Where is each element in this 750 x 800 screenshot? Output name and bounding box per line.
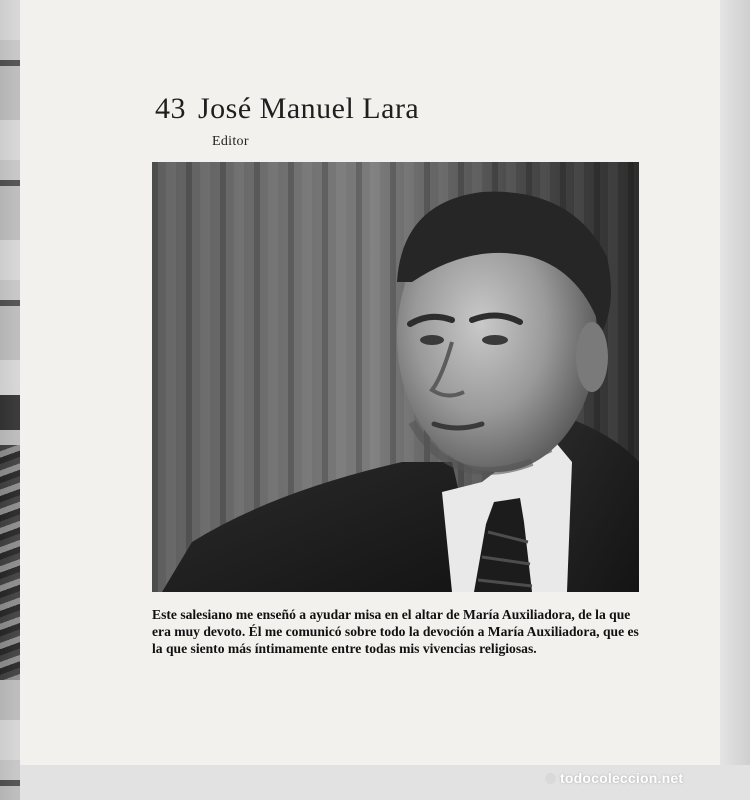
photo-caption: Este salesiano me enseñó a ayudar misa en el altar de María Auxiliadora, de la que era muy devoto. Él me comunicó sobre todo la devoción a María Auxiliadora, que es la que siento más íntimamente entre todas mis vivencias religiosas. <box>152 607 639 656</box>
ear <box>576 322 608 392</box>
adjacent-page-edge <box>0 0 20 800</box>
entry-heading <box>155 92 419 126</box>
portrait-illustration <box>152 162 639 592</box>
entry-number: 43 <box>155 92 186 125</box>
left-eye <box>420 335 444 345</box>
right-margin <box>720 0 750 800</box>
portrait-photo <box>152 162 639 592</box>
watermark <box>545 770 683 786</box>
watermark-logo-icon <box>545 773 556 784</box>
adjacent-page-dark-band <box>0 395 20 430</box>
person-role: Editor <box>212 134 249 149</box>
watermark-text: todocoleccion.net <box>560 770 684 786</box>
right-eye <box>482 335 508 345</box>
person-name: José Manuel Lara <box>198 92 420 125</box>
adjacent-page-image-fragment <box>0 445 20 680</box>
